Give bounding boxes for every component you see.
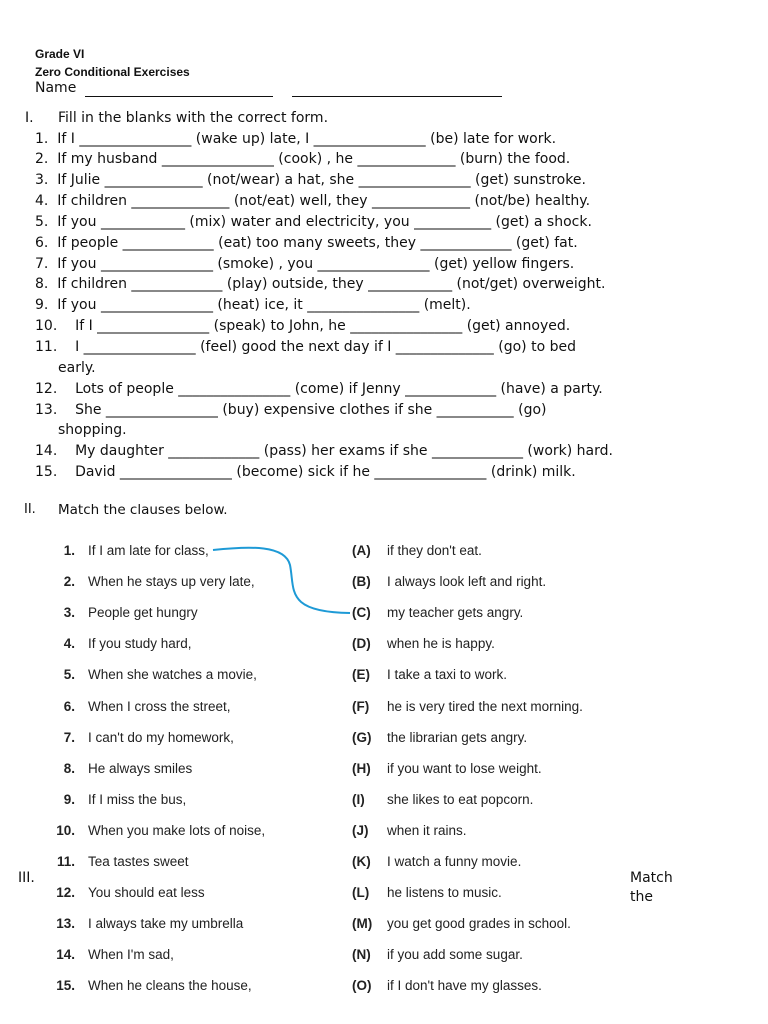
match-right-letter: (G) bbox=[352, 730, 372, 745]
match-right-letter: (O) bbox=[352, 978, 372, 993]
section-2-numeral: II. bbox=[24, 502, 36, 517]
name-label: Name bbox=[35, 80, 77, 96]
match-left-clause[interactable]: I can't do my homework, bbox=[88, 730, 234, 745]
match-right-clause[interactable]: I take a taxi to work. bbox=[387, 667, 508, 682]
exercise-line: 4. If children ______________ (not/eat) well, they ______________ (not/be) healthy. bbox=[35, 193, 591, 209]
match-left-clause[interactable]: If I am late for class, bbox=[88, 543, 209, 558]
section-3-numeral: III. bbox=[18, 870, 35, 886]
section-3-side-text-2: the bbox=[630, 889, 653, 905]
match-right-clause[interactable]: if you want to lose weight. bbox=[387, 761, 542, 776]
section-3-side-text-1: Match bbox=[630, 870, 673, 886]
match-right-clause[interactable]: you get good grades in school. bbox=[387, 916, 571, 931]
match-left-clause[interactable]: He always smiles bbox=[88, 761, 193, 776]
match-left-clause[interactable]: When I cross the street, bbox=[88, 699, 231, 714]
match-left-clause[interactable]: Tea tastes sweet bbox=[88, 854, 189, 869]
match-left-number: 14. bbox=[56, 947, 75, 962]
match-left-clause[interactable]: When he stays up very late, bbox=[88, 574, 255, 589]
match-right-letter: (I) bbox=[352, 792, 365, 807]
match-left-number: 12. bbox=[56, 885, 75, 900]
exercise-line: 6. If people _____________ (eat) too many sweets, they _____________ (get) fat. bbox=[35, 235, 578, 251]
match-left-clause[interactable]: When she watches a movie, bbox=[88, 667, 257, 682]
exercise-line: 12. Lots of people ________________ (come) if Jenny _____________ (have) a party. bbox=[35, 381, 603, 397]
match-right-letter: (A) bbox=[352, 543, 371, 558]
match-right-clause[interactable]: when it rains. bbox=[387, 823, 467, 838]
match-right-letter: (F) bbox=[352, 699, 370, 714]
section-1-instruction: Fill in the blanks with the correct form. bbox=[58, 110, 329, 126]
exercise-line: 1. If I ________________ (wake up) late, I ________________ (be) late for work. bbox=[35, 131, 557, 147]
match-left-number: 6. bbox=[63, 699, 75, 714]
exercise-line: 13. She ________________ (buy) expensive clothes if she ___________ (go) bbox=[35, 402, 547, 418]
match-left-clause[interactable]: When you make lots of noise, bbox=[88, 823, 266, 838]
match-left-number: 3. bbox=[63, 605, 75, 620]
exercise-line: 5. If you ____________ (mix) water and electricity, you ___________ (get) a shock. bbox=[35, 214, 592, 230]
match-right-letter: (M) bbox=[352, 916, 373, 931]
section-2-instruction: Match the clauses below. bbox=[58, 502, 228, 518]
match-right-clause[interactable]: I watch a funny movie. bbox=[387, 854, 522, 869]
match-right-letter: (J) bbox=[352, 823, 369, 838]
exercise-line: 15. David ________________ (become) sick if he ________________ (drink) milk. bbox=[35, 464, 576, 480]
match-right-letter: (K) bbox=[352, 854, 371, 869]
match-right-clause[interactable]: when he is happy. bbox=[387, 636, 495, 651]
match-right-letter: (B) bbox=[352, 574, 371, 589]
match-right-clause[interactable]: my teacher gets angry. bbox=[387, 605, 524, 620]
exercise-line: 10. If I ________________ (speak) to John, he ________________ (get) annoyed. bbox=[35, 318, 571, 334]
match-left-clause[interactable]: When I'm sad, bbox=[88, 947, 174, 962]
exercise-line: 8. If children _____________ (play) outside, they ____________ (not/get) overweight. bbox=[35, 276, 606, 292]
exercise-line: 11. I ________________ (feel) good the next day if I ______________ (go) to bed bbox=[35, 339, 576, 355]
match-right-letter: (D) bbox=[352, 636, 371, 651]
grade-label: Grade VI bbox=[35, 47, 85, 61]
match-right-clause[interactable]: if you add some sugar. bbox=[387, 947, 523, 962]
match-right-letter: (E) bbox=[352, 667, 370, 682]
match-right-clause[interactable]: I always look left and right. bbox=[387, 574, 547, 589]
match-left-number: 4. bbox=[63, 636, 75, 651]
exercise-line: 7. If you ________________ (smoke) , you ________________ (get) yellow fingers. bbox=[35, 256, 575, 272]
match-left-clause[interactable]: People get hungry bbox=[88, 605, 198, 620]
exercise-line: 3. If Julie ______________ (not/wear) a hat, she ________________ (get) sunstroke. bbox=[35, 172, 586, 188]
section-1-numeral: I. bbox=[25, 110, 34, 126]
match-left-number: 11. bbox=[56, 854, 75, 869]
match-right-clause[interactable]: he listens to music. bbox=[387, 885, 502, 900]
exercise-line: early. bbox=[58, 360, 96, 376]
exercise-line: 9. If you ________________ (heat) ice, it ________________ (melt). bbox=[35, 297, 471, 313]
match-left-number: 8. bbox=[63, 761, 75, 776]
match-left-number: 2. bbox=[63, 574, 75, 589]
match-left-number: 15. bbox=[56, 978, 75, 993]
match-left-number: 10. bbox=[56, 823, 75, 838]
match-right-clause[interactable]: if they don't eat. bbox=[387, 543, 482, 558]
match-right-letter: (L) bbox=[352, 885, 370, 900]
match-right-letter: (N) bbox=[352, 947, 371, 962]
match-left-number: 7. bbox=[63, 730, 75, 745]
match-right-clause[interactable]: if I don't have my glasses. bbox=[387, 978, 542, 993]
match-right-letter: (H) bbox=[352, 761, 371, 776]
match-left-clause[interactable]: When he cleans the house, bbox=[88, 978, 252, 993]
match-right-clause[interactable]: she likes to eat popcorn. bbox=[387, 792, 534, 807]
match-left-number: 1. bbox=[63, 543, 75, 558]
match-right-clause[interactable]: he is very tired the next morning. bbox=[387, 699, 583, 714]
match-left-number: 9. bbox=[63, 792, 75, 807]
match-left-clause[interactable]: I always take my umbrella bbox=[88, 916, 244, 931]
exercise-line: 14. My daughter _____________ (pass) her exams if she _____________ (work) hard. bbox=[35, 443, 613, 459]
match-right-letter: (C) bbox=[352, 605, 371, 620]
match-left-clause[interactable]: If I miss the bus, bbox=[88, 792, 187, 807]
worksheet-title: Zero Conditional Exercises bbox=[35, 65, 190, 79]
exercise-line: 2. If my husband ________________ (cook) , he ______________ (burn) the food. bbox=[35, 151, 571, 167]
match-left-number: 5. bbox=[63, 667, 75, 682]
match-left-clause[interactable]: You should eat less bbox=[88, 885, 205, 900]
match-left-number: 13. bbox=[56, 916, 75, 931]
match-left-clause[interactable]: If you study hard, bbox=[88, 636, 192, 651]
exercise-line: shopping. bbox=[58, 422, 127, 438]
match-right-clause[interactable]: the librarian gets angry. bbox=[387, 730, 528, 745]
